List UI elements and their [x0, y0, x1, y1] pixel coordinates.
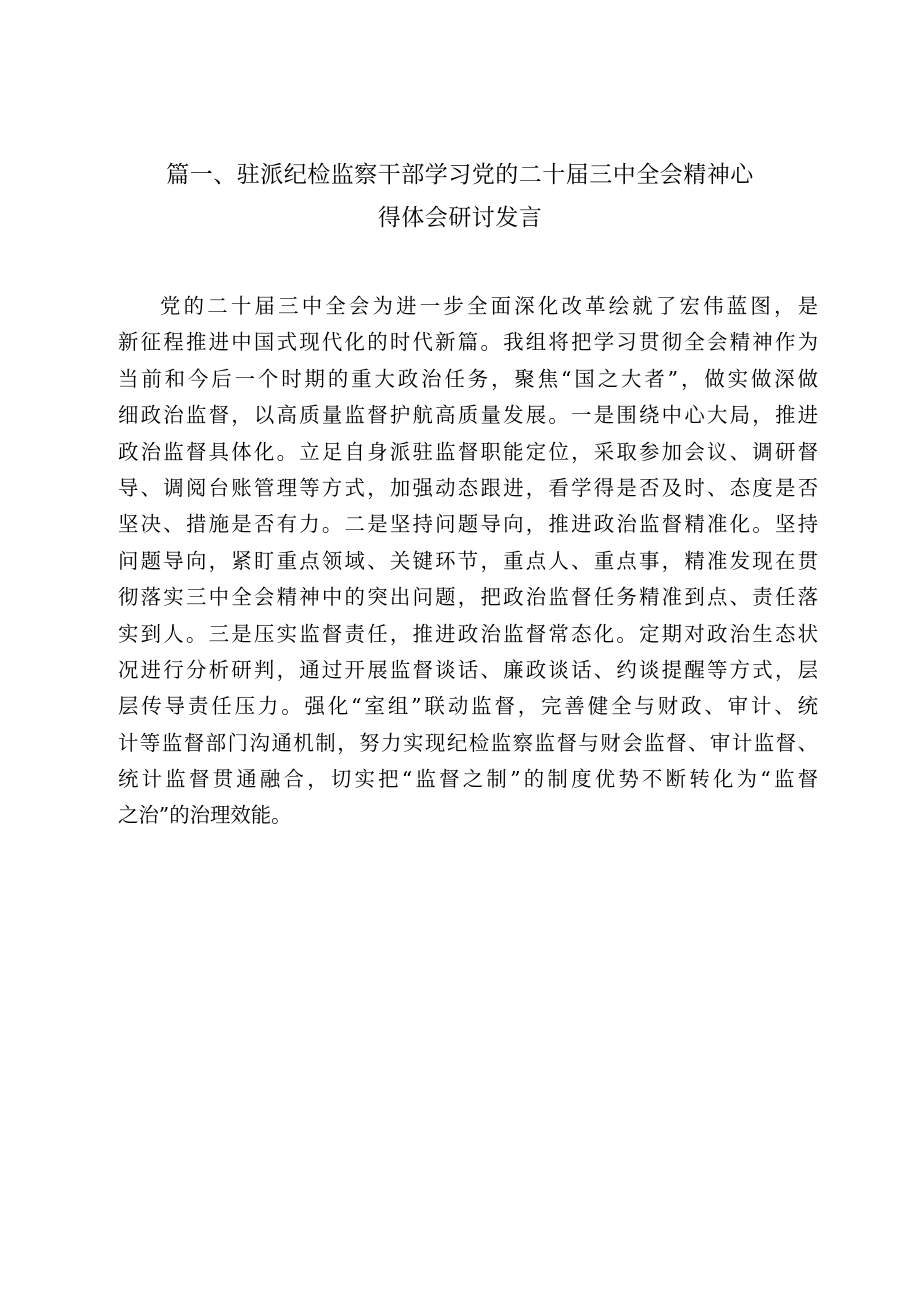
paragraph-line: 层传导责任压力。强化“室组”联动监督，完善健全与财政、审计、统 — [118, 694, 818, 719]
paragraph-line: 之治”的治理效能。 — [118, 803, 292, 828]
paragraph-line: 细政治监督，以高质量监督护航高质量发展。一是围绕中心大局，推进 — [118, 403, 818, 428]
paragraph-line: 统计监督贯通融合，切实把“监督之制”的制度优势不断转化为“监督 — [118, 767, 818, 792]
paragraph-line: 坚决、措施是否有力。二是坚持问题导向，推进政治监督精准化。坚持 — [118, 512, 818, 537]
paragraph-line: 当前和今后一个时期的重大政治任务，聚焦“国之大者”，做实做深做 — [118, 366, 818, 391]
title-line: 得体会研讨发言 — [377, 205, 543, 231]
paragraph-line: 实到人。三是压实监督责任，推进政治监督常态化。定期对政治生态状 — [118, 621, 818, 646]
paragraph-line: 新征程推进中国式现代化的时代新篇。我组将把学习贯彻全会精神作为 — [118, 330, 818, 355]
document-title — [100, 154, 820, 240]
paragraph-line: 况进行分析研判，通过开展监督谈话、廉政谈话、约谈提醒等方式，层 — [118, 657, 818, 682]
paragraph-line: 导、调阅台账管理等方式，加强动态跟进，看学得是否及时、态度是否 — [118, 475, 818, 500]
paragraph-line: 彻落实三中全会精神中的突出问题，把政治监督任务精准到点、责任落 — [118, 585, 818, 610]
title-line: 篇一、驻派纪检监察干部学习党的二十届三中全会精神心 — [166, 162, 754, 188]
paragraph-line: 党的二十届三中全会为进一步全面深化改革绘就了宏伟蓝图，是 — [160, 294, 818, 318]
body-paragraph — [118, 288, 818, 834]
paragraph-line: 问题导向，紧盯重点领域、关键环节，重点人、重点事，精准发现在贯 — [118, 548, 818, 573]
paragraph-line: 计等监督部门沟通机制，努力实现纪检监察监督与财会监督、审计监督、 — [118, 730, 818, 755]
paragraph-line: 政治监督具体化。立足自身派驻监督职能定位，采取参加会议、调研督 — [118, 439, 818, 464]
